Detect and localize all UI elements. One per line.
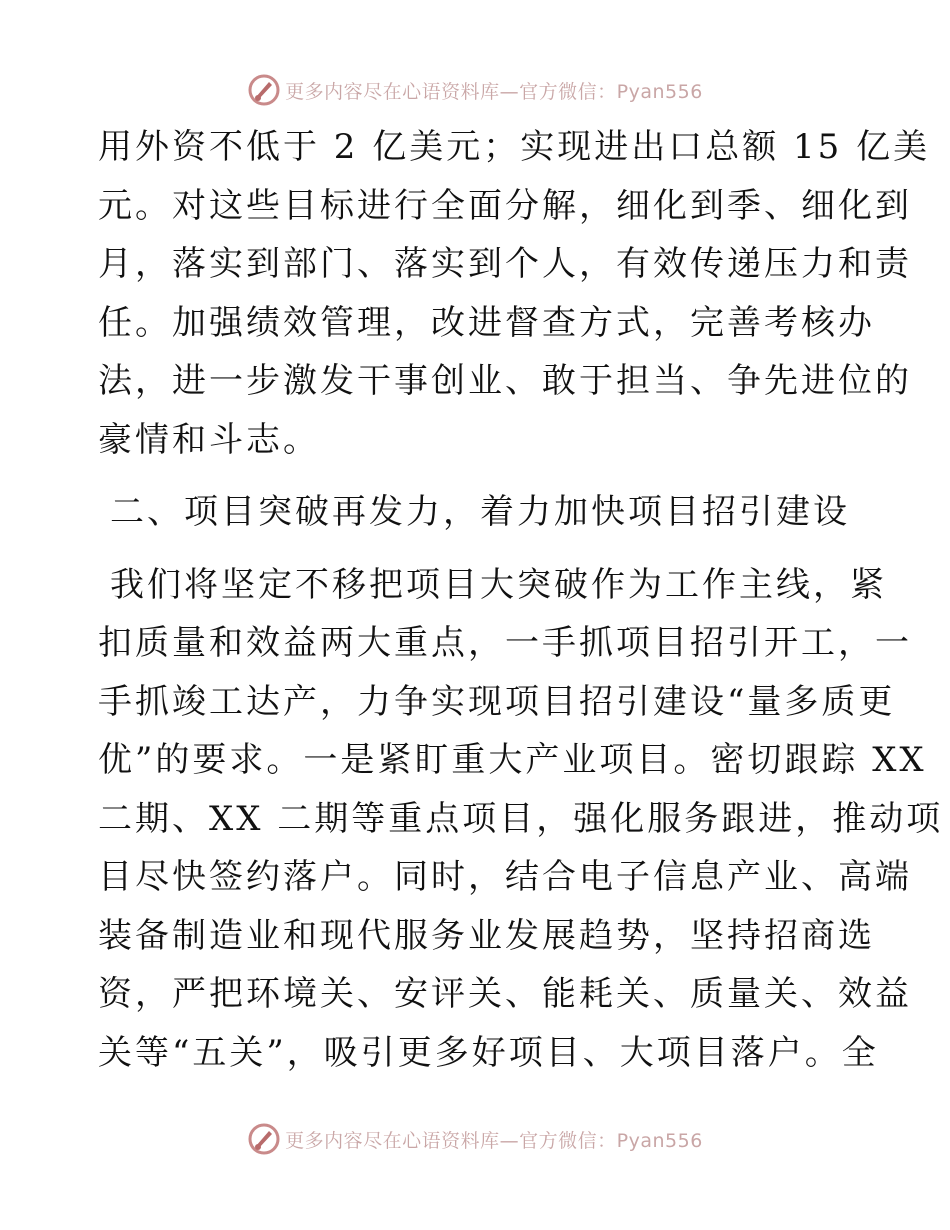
paragraph-projects [98,556,944,1083]
footer-watermark [0,1119,950,1159]
text-line: 装备制造业和现代服务业发展趋势，坚持招商选 [98,915,875,956]
text-line: 元。对这些目标进行全面分解，细化到季、细化到 [98,185,912,226]
text-line: 用外资不低于 2 亿美元；实现进出口总额 15 亿美 [98,127,931,167]
text-line: 关等“五关”，吸引更多好项目、大项目落户。全 [98,1032,879,1073]
text-line: 豪情和斗志。 [98,419,320,460]
text-line: 扣质量和效益两大重点，一手抓项目招引开工，一 [98,623,912,663]
text-line: 优”的要求。一是紧盯重大产业项目。密切跟踪 XX [98,740,927,780]
paragraph-targets [98,118,931,469]
brush-logo-icon [247,1122,281,1156]
text-line: 法，进一步激发干事创业、敢于担当、争先进位的 [98,361,912,401]
text-line: 目尽快签约落户。同时，结合电子信息产业、高端 [98,857,912,897]
watermark-text: 更多内容尽在心语资料库—官方微信：Pyan556 [285,80,703,103]
text-line: 我们将坚定不移把项目大突破作为工作主线，紧 [110,564,887,605]
text-line: 任。加强绩效管理，改进督查方式，完善考核办 [98,302,875,343]
watermark-text: 更多内容尽在心语资料库—官方微信：Pyan556 [285,1129,703,1152]
document-body [98,118,944,1082]
header-watermark [0,70,950,110]
text-line: 资，严把环境关、安评关、能耗关、质量关、效益 [98,974,912,1014]
section-heading: 二、项目突破再发力，着力加快项目招引建设 [110,492,850,532]
text-line: 手抓竣工达产，力争实现项目招引建设“量多质更 [98,681,896,722]
text-line: 月，落实到部门、落实到个人，有效传递压力和责 [98,244,912,284]
brush-logo-icon [247,73,281,107]
text-line: 二期、XX 二期等重点项目，强化服务跟进，推动项 [98,798,944,839]
